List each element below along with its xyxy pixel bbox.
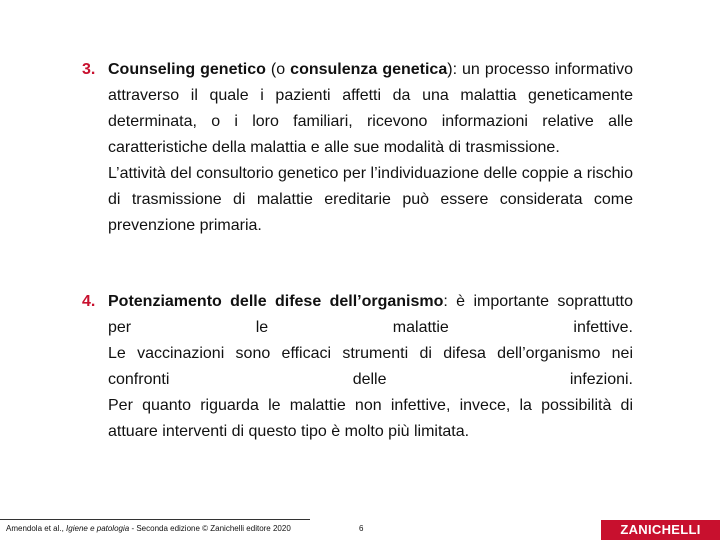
item-number: 4. xyxy=(82,293,96,310)
item-term: Potenziamento delle difese dell’organismo xyxy=(108,293,444,310)
item-paren: (o xyxy=(265,61,291,78)
item-paragraph xyxy=(108,289,633,341)
item-paragraph-2: L’attività del consultorio genetico per l’individuazione delle coppie a rischio di trasmissione di malattie ereditarie può essere considerata come prevenzione primaria. xyxy=(108,165,633,234)
footer-book-title: Igiene e patologia xyxy=(66,524,130,533)
item-text: : è importante soprattutto per le malattie infettive. xyxy=(108,293,634,336)
publisher-logo: ZANICHELLI xyxy=(601,520,720,540)
item-paragraph-2: Le vaccinazioni sono efficaci strumenti di difesa dell’organismo nei confronti delle infezioni. xyxy=(108,345,633,388)
footer-citation xyxy=(6,524,291,533)
item-term: Counseling genetico xyxy=(108,61,266,78)
item-number: 3. xyxy=(82,61,96,78)
item-paragraph-3: Per quanto riguarda le malattie non infettive, invece, la possibilità di attuare interventi di questo tipo è molto più limitata. xyxy=(108,397,633,440)
item-body xyxy=(108,57,633,239)
page-number: 6 xyxy=(359,524,364,533)
footer-authors: Amendola et al., xyxy=(6,524,67,533)
item-paragraph xyxy=(108,57,633,161)
item-text: ): un processo informativo attraverso il quale i pazienti affetti da una malattia geneticamente determinata, o i loro familiari, ricevono informazioni relative alle caratteristiche della malattia e alle sue modalità di trasmissione. xyxy=(108,61,634,156)
footer-edition: - Seconda edizione © Zanichelli editore 2020 xyxy=(129,524,291,533)
footer-divider xyxy=(0,519,310,520)
list-item-3 xyxy=(82,57,633,239)
list-item-4 xyxy=(82,289,633,445)
item-term-alt: consulenza genetica xyxy=(290,61,448,78)
item-body xyxy=(108,289,633,445)
